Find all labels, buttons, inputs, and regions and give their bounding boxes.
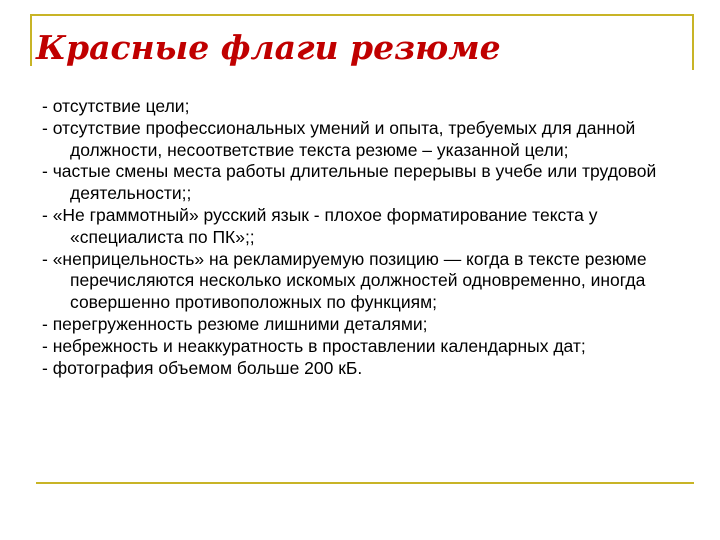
frame-left-line	[30, 14, 32, 66]
list-item: - отсутствие цели;	[42, 96, 190, 116]
frame-right-line	[692, 14, 694, 70]
list-item: - «неприцельность» на рекламируемую позицию — когда в тексте резюме перечисляются несколько искомых должностей одновременно, иногда совершенно противоположных по функциям;	[42, 248, 647, 313]
list-item: - отсутствие профессиональных умений и опыта, требуемых для данной должности, несоответствие текста резюме – указанной цели;	[42, 117, 636, 160]
list-item: - частые смены места работы длительные перерывы в учебе или трудовой деятельности;;	[42, 161, 657, 204]
frame-top-line	[30, 14, 692, 16]
frame-bottom-line	[36, 482, 694, 484]
list-item: - небрежность и неаккуратность в проставлении календарных дат;	[42, 335, 586, 356]
list-item: - фотография объемом больше 200 кБ.	[42, 357, 363, 378]
slide-title: Красные флаги резюме	[36, 28, 501, 67]
red-flags-list	[42, 96, 692, 379]
list-item: - «Не граммотный» русский язык - плохое форматирование текста у «специалиста по ПК»;;	[42, 204, 598, 247]
list-item: - перегруженность резюме лишними деталями;	[42, 313, 428, 334]
